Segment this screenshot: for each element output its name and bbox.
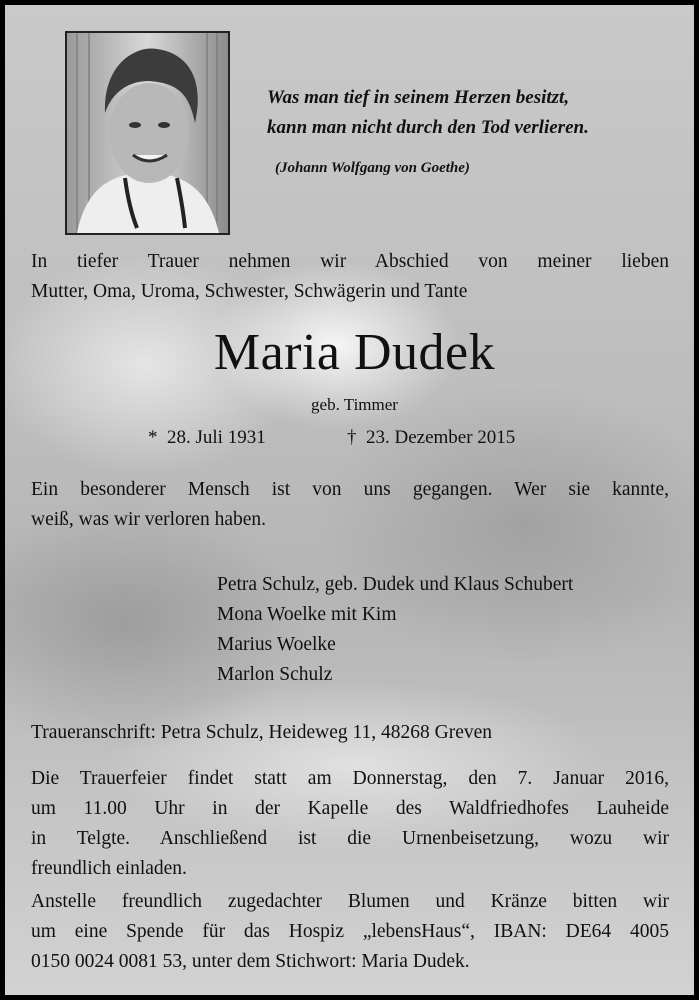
donation-line-1: Anstelle freundlich zugedachter Blumen und Kränze bitten wir (31, 891, 669, 912)
ceremony-line-4: freundlich einladen. (31, 858, 187, 879)
born-symbol: * (148, 427, 158, 448)
quote-author: (Johann Wolfgang von Goethe) (275, 160, 470, 176)
statement-line-2: weiß, was wir verloren haben. (31, 509, 266, 530)
signer: Marlon Schulz (217, 664, 333, 685)
born-date-text: 28. Juli 1931 (167, 427, 266, 448)
died-symbol: † (347, 427, 357, 448)
ceremony-line-1: Die Trauerfeier findet statt am Donnerstag, den 7. Januar 2016, (31, 768, 669, 789)
donation-line-2: um eine Spende für das Hospiz „lebensHaus“, IBAN: DE64 4005 (31, 921, 669, 942)
mourning-address: Traueranschrift: Petra Schulz, Heideweg 11, 48268 Greven (31, 722, 493, 743)
died-date-text: 23. Dezember 2015 (366, 427, 516, 448)
birth-name: geb. Timmer (311, 395, 398, 414)
signers-list (217, 570, 573, 690)
statement-line-1: Ein besonderer Mensch ist von uns gegangen. Wer sie kannte, (31, 479, 669, 500)
quote (267, 83, 667, 183)
death-date (347, 427, 515, 449)
birth-date (148, 427, 266, 449)
ceremony-line-3: in Telgte. Anschließend ist die Urnenbeisetzung, wozu wir (31, 828, 669, 849)
portrait-photo (65, 31, 230, 235)
deceased-name: Maria Dudek (213, 324, 496, 381)
intro-line-1: In tiefer Trauer nehmen wir Abschied von meiner lieben (31, 251, 669, 272)
signer: Petra Schulz, geb. Dudek und Klaus Schubert (217, 574, 574, 595)
signer: Mona Woelke mit Kim (217, 604, 397, 625)
intro-line-2: Mutter, Oma, Uroma, Schwester, Schwägerin und Tante (31, 281, 468, 302)
signer: Marius Woelke (217, 634, 336, 655)
ceremony-line-2: um 11.00 Uhr in der Kapelle des Waldfriedhofes Lauheide (31, 798, 669, 819)
portrait-image (67, 33, 228, 233)
quote-line: Was man tief in seinem Herzen besitzt, (267, 87, 570, 108)
quote-line: kann man nicht durch den Tod verlieren. (267, 117, 589, 138)
donation-line-3: 0150 0024 0081 53, unter dem Stichwort: Maria Dudek. (31, 951, 470, 972)
